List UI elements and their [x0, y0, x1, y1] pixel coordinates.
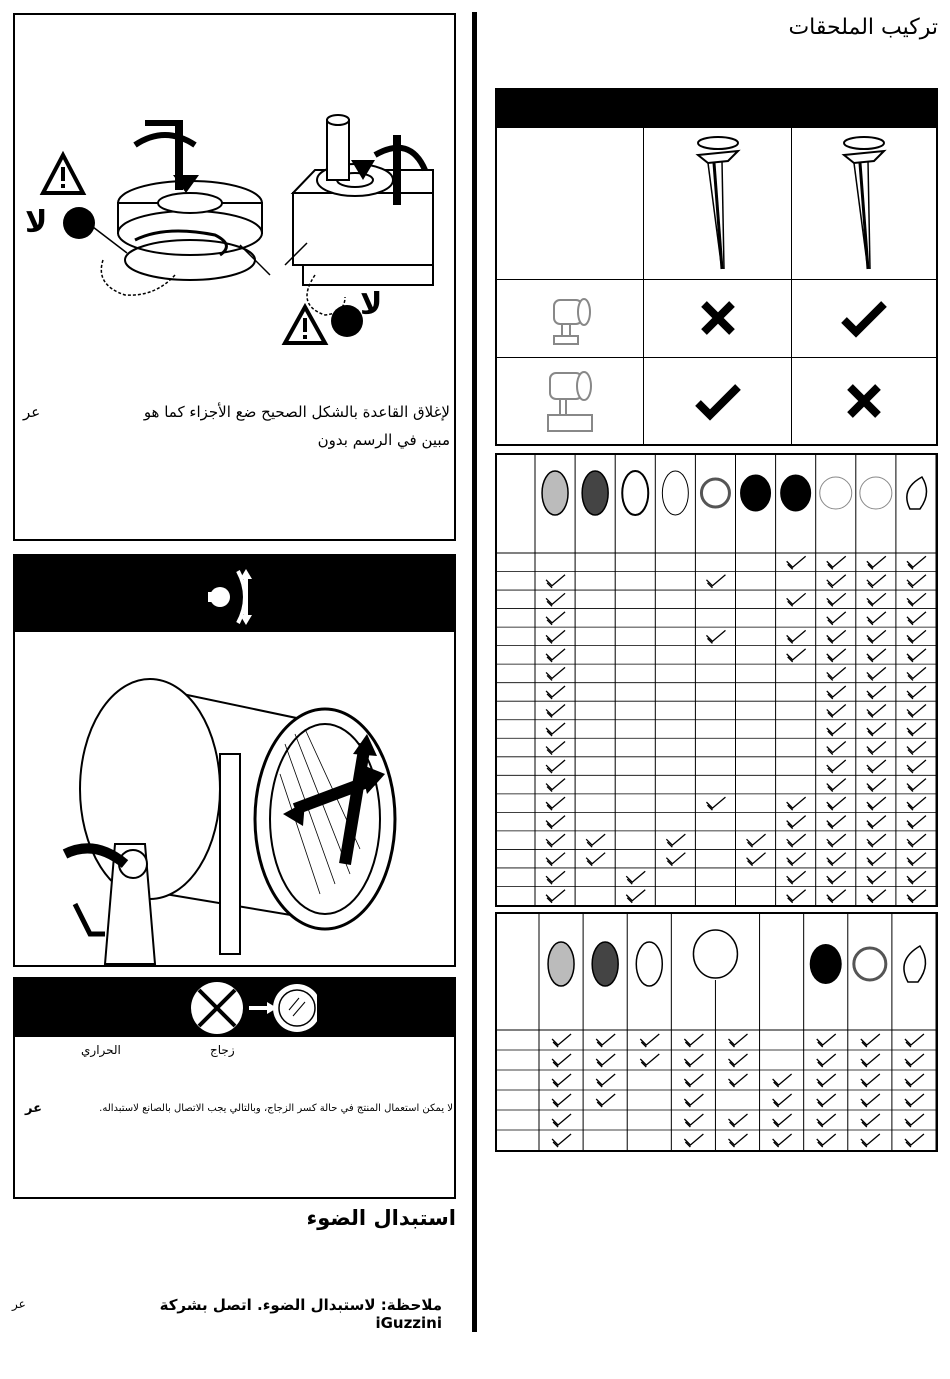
small-check-icon [827, 742, 846, 755]
small-check-icon [817, 1054, 836, 1067]
honeycomb-louvre-icon [693, 930, 737, 978]
filter-table-grid [497, 455, 936, 905]
small-check-icon [827, 853, 846, 866]
small-check-icon [546, 686, 565, 699]
small-check-icon [867, 612, 886, 625]
small-check-icon [729, 1034, 748, 1047]
glass-replace-icon [187, 980, 317, 1036]
visor-icon [907, 477, 927, 509]
small-check-icon [827, 760, 846, 773]
small-check-icon [546, 575, 565, 588]
small-check-icon [827, 593, 846, 606]
small-check-icon [827, 704, 846, 717]
small-check-icon [747, 853, 766, 866]
small-check-icon [706, 575, 725, 588]
spike-header-a [644, 127, 792, 279]
small-check-icon [729, 1134, 748, 1147]
small-check-icon [867, 742, 886, 755]
small-check-icon [546, 816, 565, 829]
checkmark-icon [694, 381, 742, 421]
small-check-icon [907, 649, 926, 662]
small-check-icon [546, 723, 565, 736]
small-check-icon [907, 575, 926, 588]
small-check-icon [817, 1094, 836, 1107]
small-check-icon [907, 871, 926, 884]
base-closing-panel [13, 13, 456, 541]
small-check-icon [907, 667, 926, 680]
small-check-icon [861, 1114, 880, 1127]
small-check-icon [773, 1114, 792, 1127]
small-check-icon [684, 1114, 703, 1127]
small-check-icon [827, 649, 846, 662]
spotlight-large-icon-cell [496, 357, 644, 445]
small-check-icon [546, 667, 565, 680]
small-check-icon [666, 853, 685, 866]
small-check-icon [773, 1134, 792, 1147]
small-check-icon [907, 890, 926, 903]
accessory-compat-table [495, 912, 938, 1152]
small-check-icon [684, 1054, 703, 1067]
spike-cell-r2c2 [792, 357, 938, 445]
small-check-icon [905, 1074, 924, 1087]
grid-filter-icon [582, 471, 608, 515]
small-check-icon [684, 1134, 703, 1147]
base-instruction-line1: لإغلاق القاعدة بالشكل الصحيح ضع الأجزاء كما هو [143, 403, 450, 421]
small-check-icon [905, 1114, 924, 1127]
small-check-icon [684, 1074, 703, 1087]
spike-row-small [496, 279, 937, 357]
glass-panel [13, 977, 456, 1199]
small-check-icon [905, 1054, 924, 1067]
small-check-icon [586, 834, 605, 847]
label-thermal: الحراري [81, 1043, 121, 1057]
small-check-icon [552, 1134, 571, 1147]
warning-triangle-icon-left [43, 155, 83, 193]
small-check-icon [867, 890, 886, 903]
accessory-table-grid [497, 914, 936, 1150]
small-check-icon [552, 1114, 571, 1127]
small-check-icon [861, 1034, 880, 1047]
small-check-icon [817, 1114, 836, 1127]
shield-icon [860, 477, 892, 509]
small-check-icon [684, 1094, 703, 1107]
small-check-icon [787, 853, 806, 866]
small-check-icon [867, 779, 886, 792]
small-check-icon [867, 667, 886, 680]
footer-note: ملاحظة: لاستبدال الضوء. اتصل بشركة iGuzzini [159, 1296, 442, 1332]
small-check-icon [546, 871, 565, 884]
small-check-icon [907, 556, 926, 569]
spike-row-large [496, 357, 937, 445]
ring-icon [854, 948, 886, 980]
small-check-icon [586, 853, 605, 866]
small-check-icon [867, 649, 886, 662]
grid-filter-icon [592, 942, 618, 986]
small-check-icon [867, 834, 886, 847]
small-check-icon [546, 630, 565, 643]
spike-cell-r2c1 [644, 357, 792, 445]
small-check-icon [907, 593, 926, 606]
small-check-icon [867, 871, 886, 884]
small-check-icon [907, 779, 926, 792]
lens-icon [662, 471, 688, 515]
small-check-icon [706, 630, 725, 643]
small-check-icon [729, 1114, 748, 1127]
small-check-icon [546, 834, 565, 847]
small-check-icon [861, 1054, 880, 1067]
small-check-icon [747, 834, 766, 847]
small-check-icon [546, 704, 565, 717]
small-check-icon [827, 797, 846, 810]
rotate-lamp-icon [190, 559, 280, 629]
small-check-icon [907, 797, 926, 810]
small-check-icon [817, 1134, 836, 1147]
small-check-icon [905, 1094, 924, 1107]
spike-cell-r1c2 [792, 279, 938, 357]
spotlight-rotation-illustration [15, 634, 454, 967]
small-check-icon [907, 612, 926, 625]
small-check-icon [596, 1034, 615, 1047]
small-check-icon [787, 556, 806, 569]
small-check-icon [907, 630, 926, 643]
small-check-icon [867, 704, 886, 717]
small-check-icon [827, 779, 846, 792]
small-check-icon [546, 612, 565, 625]
small-check-icon [684, 1034, 703, 1047]
small-check-icon [546, 890, 565, 903]
small-check-icon [867, 816, 886, 829]
small-check-icon [773, 1094, 792, 1107]
small-check-icon [787, 797, 806, 810]
small-check-icon [861, 1074, 880, 1087]
cross-icon [698, 298, 738, 338]
small-check-icon [827, 723, 846, 736]
small-check-icon [546, 593, 565, 606]
filter-compat-table [495, 453, 938, 907]
small-check-icon [907, 834, 926, 847]
small-check-icon [861, 1134, 880, 1147]
small-check-icon [907, 742, 926, 755]
small-check-icon [827, 630, 846, 643]
small-check-icon [729, 1054, 748, 1067]
no-label-left: لا [25, 205, 48, 240]
small-check-icon [706, 797, 725, 810]
small-check-icon [546, 853, 565, 866]
small-check-icon [817, 1034, 836, 1047]
small-check-icon [817, 1074, 836, 1087]
warning-triangle-icon-right [285, 307, 325, 343]
base-assembly-illustration [15, 75, 455, 395]
small-check-icon [546, 742, 565, 755]
checkmark-icon [840, 298, 888, 338]
spotlight-small-icon-cell [496, 279, 644, 357]
footer-lang-tag: عر [12, 1297, 26, 1311]
small-check-icon [867, 630, 886, 643]
small-check-icon [787, 834, 806, 847]
black-ring-icon [810, 944, 842, 984]
small-check-icon [546, 649, 565, 662]
spike-header-b [792, 127, 938, 279]
glass-lang-tag: عر [25, 1101, 42, 1116]
ground-spike-icon-b [834, 133, 894, 273]
small-check-icon [787, 871, 806, 884]
small-check-icon [666, 834, 685, 847]
small-check-icon [907, 816, 926, 829]
small-check-icon [867, 853, 886, 866]
small-check-icon [546, 797, 565, 810]
small-check-icon [827, 816, 846, 829]
spike-cell-r1c1 [644, 279, 792, 357]
small-check-icon [787, 630, 806, 643]
small-check-icon [867, 797, 886, 810]
column-divider [472, 12, 477, 1332]
small-check-icon [827, 575, 846, 588]
small-check-icon [907, 853, 926, 866]
small-check-icon [552, 1094, 571, 1107]
small-check-icon [729, 1074, 748, 1087]
black-ring-icon [741, 475, 771, 511]
base-instruction-line2: مبين في الرسم بدون [317, 431, 450, 449]
small-check-icon [787, 649, 806, 662]
small-check-icon [907, 686, 926, 699]
small-check-icon [552, 1074, 571, 1087]
small-check-icon [867, 760, 886, 773]
small-check-icon [596, 1054, 615, 1067]
small-check-icon [640, 1054, 659, 1067]
small-check-icon [596, 1074, 615, 1087]
small-check-icon [827, 871, 846, 884]
small-check-icon [596, 1094, 615, 1107]
lens-icon [636, 942, 662, 986]
small-check-icon [861, 1094, 880, 1107]
spotlight-small-icon [540, 288, 600, 348]
shield-icon [820, 477, 852, 509]
small-check-icon [867, 575, 886, 588]
small-check-icon [905, 1034, 924, 1047]
spike-corner-cell [496, 127, 644, 279]
small-check-icon [787, 890, 806, 903]
ground-spike-icon-a [688, 133, 748, 273]
small-check-icon [867, 556, 886, 569]
small-check-icon [907, 723, 926, 736]
small-check-icon [640, 1034, 659, 1047]
small-check-icon [552, 1034, 571, 1047]
small-check-icon [626, 871, 645, 884]
label-glass: زجاج [210, 1043, 235, 1057]
ring-icon [701, 479, 729, 507]
lens-icon [622, 471, 648, 515]
small-check-icon [626, 890, 645, 903]
small-check-icon [546, 760, 565, 773]
small-check-icon [552, 1054, 571, 1067]
small-check-icon [827, 667, 846, 680]
black-ring-icon [781, 475, 811, 511]
page-title: تركيب الملحقات [788, 15, 938, 40]
aiming-panel [13, 554, 456, 967]
small-check-icon [773, 1074, 792, 1087]
glass-header-band [15, 979, 454, 1037]
small-check-icon [546, 779, 565, 792]
spotlight-large-icon [538, 365, 602, 437]
small-check-icon [867, 723, 886, 736]
small-check-icon [827, 686, 846, 699]
small-check-icon [827, 612, 846, 625]
small-check-icon [827, 890, 846, 903]
small-check-icon [827, 834, 846, 847]
small-check-icon [907, 760, 926, 773]
grid-filter-icon [548, 942, 574, 986]
cross-icon [844, 381, 884, 421]
small-check-icon [787, 816, 806, 829]
grid-filter-icon [542, 471, 568, 515]
no-label-right: لا [360, 287, 383, 322]
small-check-icon [907, 704, 926, 717]
base-lang-tag: عر [23, 403, 41, 421]
visor-icon [904, 946, 926, 982]
lamp-section-title: استبدال الضوء [306, 1206, 456, 1230]
spike-compat-table [495, 126, 938, 446]
small-check-icon [867, 686, 886, 699]
glass-warning-text: لا يمكن استعمال المنتج في حالة كسر الزجاج، وبالتالي يجب الاتصال بالصانع لاستبداله. [99, 1103, 453, 1114]
small-check-icon [787, 593, 806, 606]
small-check-icon [827, 556, 846, 569]
spike-table-header [495, 88, 938, 126]
small-check-icon [867, 593, 886, 606]
aiming-header-band [15, 556, 454, 632]
small-check-icon [905, 1134, 924, 1147]
